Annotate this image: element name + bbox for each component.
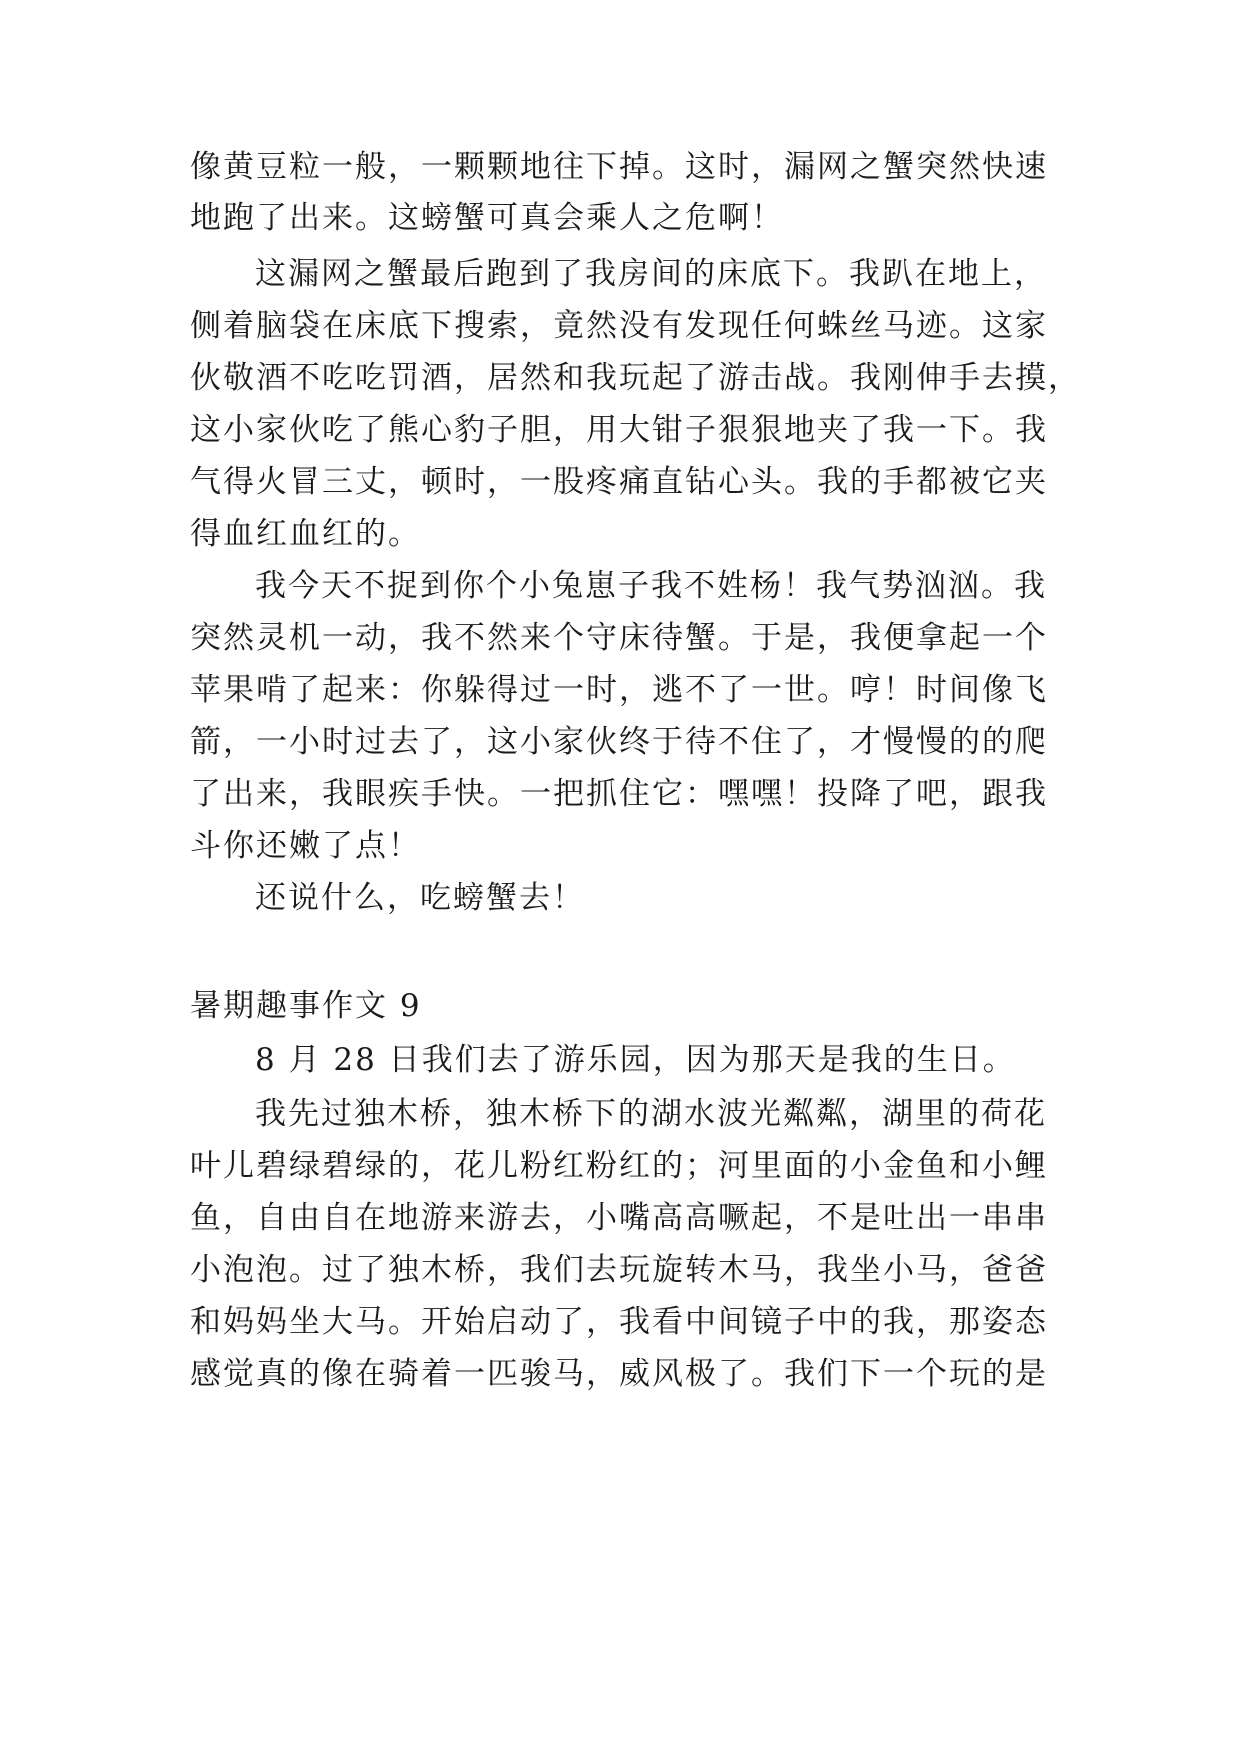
text-line: 得血红血红的。 — [190, 516, 421, 552]
paragraph-first-line: 我先过独木桥，独木桥下的湖水波光粼粼，湖里的荷花 — [255, 1096, 1047, 1132]
text-line: 苹果啃了起来：你躲得过一时，逃不了一世。哼！时间像飞 — [190, 672, 1048, 708]
section-heading: 暑期趣事作文 9 — [190, 988, 422, 1024]
text-line: 像黄豆粒一般，一颗颗地往下掉。这时，漏网之蟹突然快速 — [190, 149, 1048, 185]
text-line: 箭，一小时过去了，这小家伙终于待不住了，才慢慢的的爬 — [190, 724, 1048, 760]
paragraph-first-line: 还说什么，吃螃蟹去！ — [255, 880, 585, 916]
text-line: 叶儿碧绿碧绿的，花儿粉红粉红的；河里面的小金鱼和小鲤 — [190, 1148, 1048, 1184]
paragraph-first-line: 我今天不捉到你个小兔崽子我不姓杨！我气势汹汹。我 — [255, 568, 1047, 604]
text-line: 侧着脑袋在床底下搜索，竟然没有发现任何蛛丝马迹。这家 — [190, 308, 1048, 344]
text-line: 这小家伙吃了熊心豹子胆，用大钳子狠狠地夹了我一下。我 — [190, 412, 1048, 448]
text-line: 伙敬酒不吃吃罚酒，居然和我玩起了游击战。我刚伸手去摸， — [190, 360, 1081, 396]
text-line: 了出来，我眼疾手快。一把抓住它：嘿嘿！投降了吧，跟我 — [190, 776, 1048, 812]
text-line: 小泡泡。过了独木桥，我们去玩旋转木马，我坐小马，爸爸 — [190, 1252, 1048, 1288]
text-line: 感觉真的像在骑着一匹骏马，威风极了。我们下一个玩的是 — [190, 1356, 1048, 1392]
text-line: 气得火冒三丈，顿时，一股疼痛直钻心头。我的手都被它夹 — [190, 464, 1048, 500]
paragraph-first-line: 8 月 28 日我们去了游乐园，因为那天是我的生日。 — [255, 1042, 1016, 1078]
paragraph-first-line: 这漏网之蟹最后跑到了我房间的床底下。我趴在地上， — [255, 256, 1047, 292]
text-line: 鱼，自由自在地游来游去，小嘴高高噘起，不是吐出一串串 — [190, 1200, 1048, 1236]
text-line: 地跑了出来。这螃蟹可真会乘人之危啊！ — [190, 200, 784, 236]
text-line: 和妈妈坐大马。开始启动了，我看中间镜子中的我，那姿态 — [190, 1304, 1048, 1340]
text-line: 突然灵机一动，我不然来个守床待蟹。于是，我便拿起一个 — [190, 620, 1048, 656]
text-line: 斗你还嫩了点！ — [190, 828, 421, 864]
